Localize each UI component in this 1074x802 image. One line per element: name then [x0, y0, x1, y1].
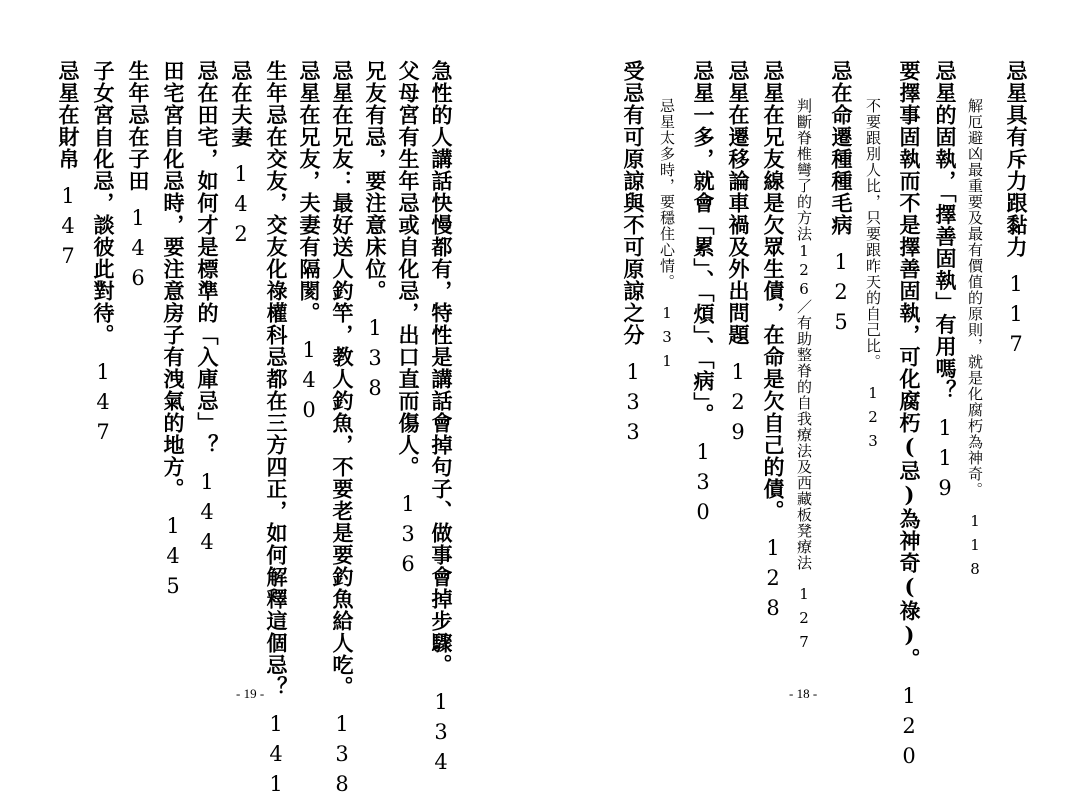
entry-page-number: 136 — [396, 492, 420, 582]
entry-title: 忌星太多時，要穩住心情。 — [658, 98, 676, 290]
entry-title: 忌在田宅，如何才是標準的「入庫忌」？ — [195, 60, 220, 456]
toc-entry — [92, 60, 114, 450]
toc-entry — [57, 60, 79, 274]
entry-title: 生年忌在子田 — [126, 60, 151, 192]
toc-entry — [1005, 60, 1027, 362]
entry-page-number: 142 — [229, 162, 253, 252]
toc-entry — [265, 60, 287, 802]
entry-page-number: 144 — [195, 470, 219, 560]
right-page — [537, 0, 1074, 774]
entry-title: 父母宮有生年忌或自化忌，出口直而傷人。 — [396, 60, 421, 478]
page-number-footer: - 19 - — [236, 686, 265, 701]
toc-subentry — [796, 98, 811, 657]
entry-title: 忌星在兄友：最好送人釣竿，教人釣魚，不要老是要釣魚給人吃。 — [330, 60, 355, 698]
entry-page-number: 123 — [864, 384, 882, 456]
entry-page-number: 140 — [297, 338, 321, 428]
toc-entry — [298, 60, 320, 428]
toc-entry — [364, 60, 386, 406]
toc-entry — [934, 60, 956, 506]
entry-title: 忌星在兄友線是欠眾生債，在命是欠自己的債。 — [761, 60, 786, 522]
entry-page-number: 147 — [91, 360, 115, 450]
entry-title: 不要跟別人比，只要跟昨天的自己比。 — [864, 98, 882, 370]
entry-page-number: 130 — [691, 439, 715, 530]
entry-title: 生年忌在交友，交友化祿權科忌都在三方四正，如何解釋這個忌？ — [264, 60, 289, 698]
entry-title: 兄友有忌，要注意床位。 — [363, 60, 388, 302]
entry-title: 忌星在財帛 — [56, 60, 81, 170]
entry-title: 忌星在遷移論車禍及外出問題 — [726, 60, 751, 346]
toc-entry — [162, 60, 184, 604]
toc-entry — [230, 60, 252, 252]
entry-page-number: 119 — [933, 415, 957, 506]
toc-entry — [331, 60, 353, 802]
toc-entry — [127, 60, 149, 296]
toc-entry — [397, 60, 419, 582]
entry-page-number: 138 — [363, 316, 387, 406]
entry-title: 忌星的固執，「擇善固執」有用嗎？ — [933, 60, 958, 402]
entry-page-number: 141 — [264, 712, 288, 802]
toc-subentry — [967, 98, 982, 584]
entry-page-number: 133 — [621, 360, 645, 450]
entry-title: 田宅宮自化忌時，要注意房子有洩氣的地方。 — [161, 60, 186, 500]
entry-title: 判斷脊椎彎了的方法126／有助整脊的自我療法及西藏板凳療法 — [795, 98, 813, 571]
entry-title: 受忌有可原諒與不可原諒之分 — [621, 60, 646, 346]
entry-title: 忌在夫妻 — [229, 60, 254, 148]
entry-page-number: 120 — [897, 684, 921, 774]
entry-page-number: 147 — [56, 184, 80, 274]
entry-title: 忌星一多，就會「累」、「煩」、「病」。 — [691, 60, 716, 426]
toc-entry — [727, 60, 749, 450]
page-number-footer: - 18 - — [789, 686, 818, 701]
entry-page-number: 127 — [795, 585, 813, 657]
toc-entry — [196, 60, 218, 560]
entry-title: 要擇事固執而不是擇善固執，可化腐朽(忌)為神奇(祿)。 — [897, 60, 922, 670]
toc-entry — [430, 60, 452, 780]
toc-entry — [692, 60, 714, 530]
entry-title: 子女宮自化忌，談彼此對待。 — [91, 60, 116, 346]
entry-page-number: 145 — [161, 514, 185, 604]
entry-page-number: 128 — [761, 536, 785, 626]
entry-page-number: 138 — [330, 712, 354, 802]
entry-page-number: 117 — [1004, 272, 1028, 362]
toc-entry — [762, 60, 784, 626]
entry-page-number: 129 — [726, 360, 750, 450]
entry-page-number: 131 — [658, 304, 676, 376]
entry-page-number: 125 — [829, 250, 853, 340]
toc-subentry — [659, 98, 674, 376]
entry-page-number: 134 — [429, 690, 453, 780]
toc-subentry — [865, 98, 880, 456]
entry-title: 忌在命遷種種毛病 — [829, 60, 854, 236]
entry-page-number: 146 — [126, 206, 150, 296]
toc-entry — [622, 60, 644, 450]
entry-title: 解厄避凶最重要及最有價值的原則，就是化腐朽為神奇。 — [966, 98, 984, 498]
toc-entry — [830, 60, 852, 340]
entry-title: 急性的人講話快慢都有，特性是講話會掉句子、做事會掉步驟。 — [429, 60, 454, 676]
entry-title: 忌星在兄友，夫妻有隔閡。 — [297, 60, 322, 324]
entry-title: 忌星具有斥力跟黏力 — [1004, 60, 1029, 258]
entry-page-number: 118 — [966, 512, 984, 584]
toc-entry — [898, 60, 920, 774]
